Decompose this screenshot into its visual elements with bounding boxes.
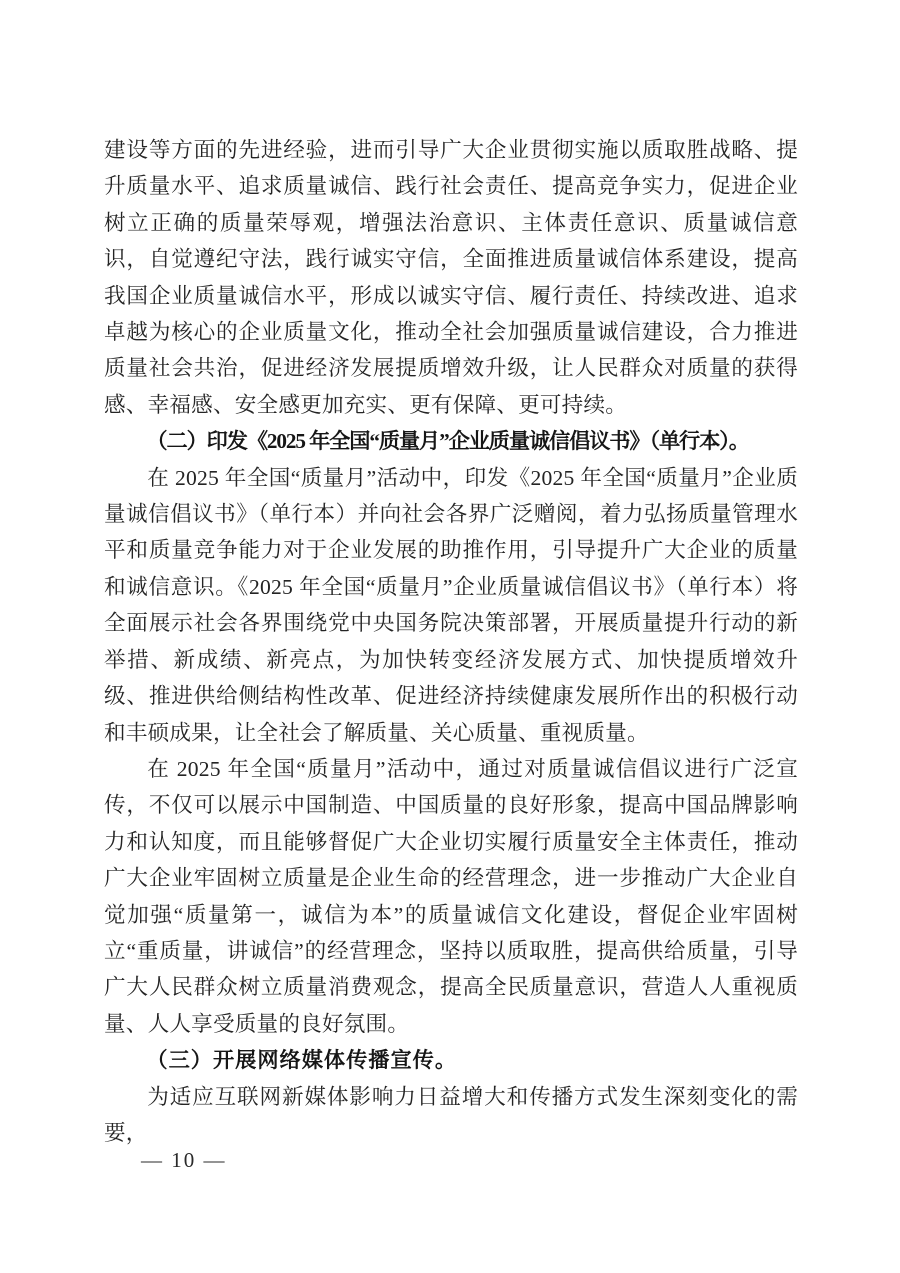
paragraph-section-2-body-2: 在 2025 年全国“质量月”活动中，通过对质量诚信倡议进行广泛宣传，不仅可以展示中国制造、中国质量的良好形象，提高中国品牌影响力和认知度，而且能够督促广大企业切实履行质量安全主体责任，推动广大企业牢固树立质量是企业生命的经营理念，进一步推动广大企业自觉加强“质量第一，诚信为本”的质量诚信文化建设，督促企业牢固树立“重质量，讲诚信”的经营理念，坚持以质取胜，提高供给质量，引导广大人民群众树立质量消费观念，提高全民质量意识，营造人人重视质量、人人享受质量的良好氛围。 <box>104 756 798 1036</box>
paragraph-section-2-body-1: 在 2025 年全国“质量月”活动中，印发《2025 年全国“质量月”企业质量诚信倡议书》（单行本）并向社会各界广泛赠阅，着力弘扬质量管理水平和质量竞争能力对于企业发展的助推作用，引导提升广大企业的质量和诚信意识。《2025 年全国“质量月”企业质量诚信倡议书》（单行本）将全面展示社会各界围绕党中央国务院决策部署，开展质量提升行动的新举措、新成绩、新亮点，为加快转变经济发展方式、加快提质增效升级、推进供给侧结构性改革、促进经济持续健康发展所作出的积极行动和丰硕成果，让全社会了解质量、关心质量、重视质量。 <box>104 465 798 745</box>
document-text-block <box>104 132 798 1151</box>
section-heading-2: （二）印发《2025 年全国“质量月”企业质量诚信倡议书》（单行本）。 <box>146 429 749 454</box>
page-number: — 10 — <box>141 1148 227 1172</box>
paragraph-section-3-body-1: 为适应互联网新媒体影响力日益增大和传播方式发生深刻变化的需要， <box>104 1084 798 1145</box>
section-heading-3: （三）开展网络媒体传播宣传。 <box>146 1048 458 1073</box>
paragraph-continuation: 建设等方面的先进经验，进而引导广大企业贯彻实施以质取胜战略、提升质量水平、追求质量诚信、践行社会责任、提高竞争实力，促进企业树立正确的质量荣辱观，增强法治意识、主体责任意识、质量诚信意识，自觉遵纪守法，践行诚实守信，全面推进质量诚信体系建设，提高我国企业质量诚信水平，形成以诚实守信、履行责任、持续改进、追求卓越为核心的企业质量文化，推动全社会加强质量诚信建设，合力推进质量社会共治，促进经济发展提质增效升级，让人民群众对质量的获得感、幸福感、安全感更加充实、更有保障、更可持续。 <box>104 138 798 417</box>
